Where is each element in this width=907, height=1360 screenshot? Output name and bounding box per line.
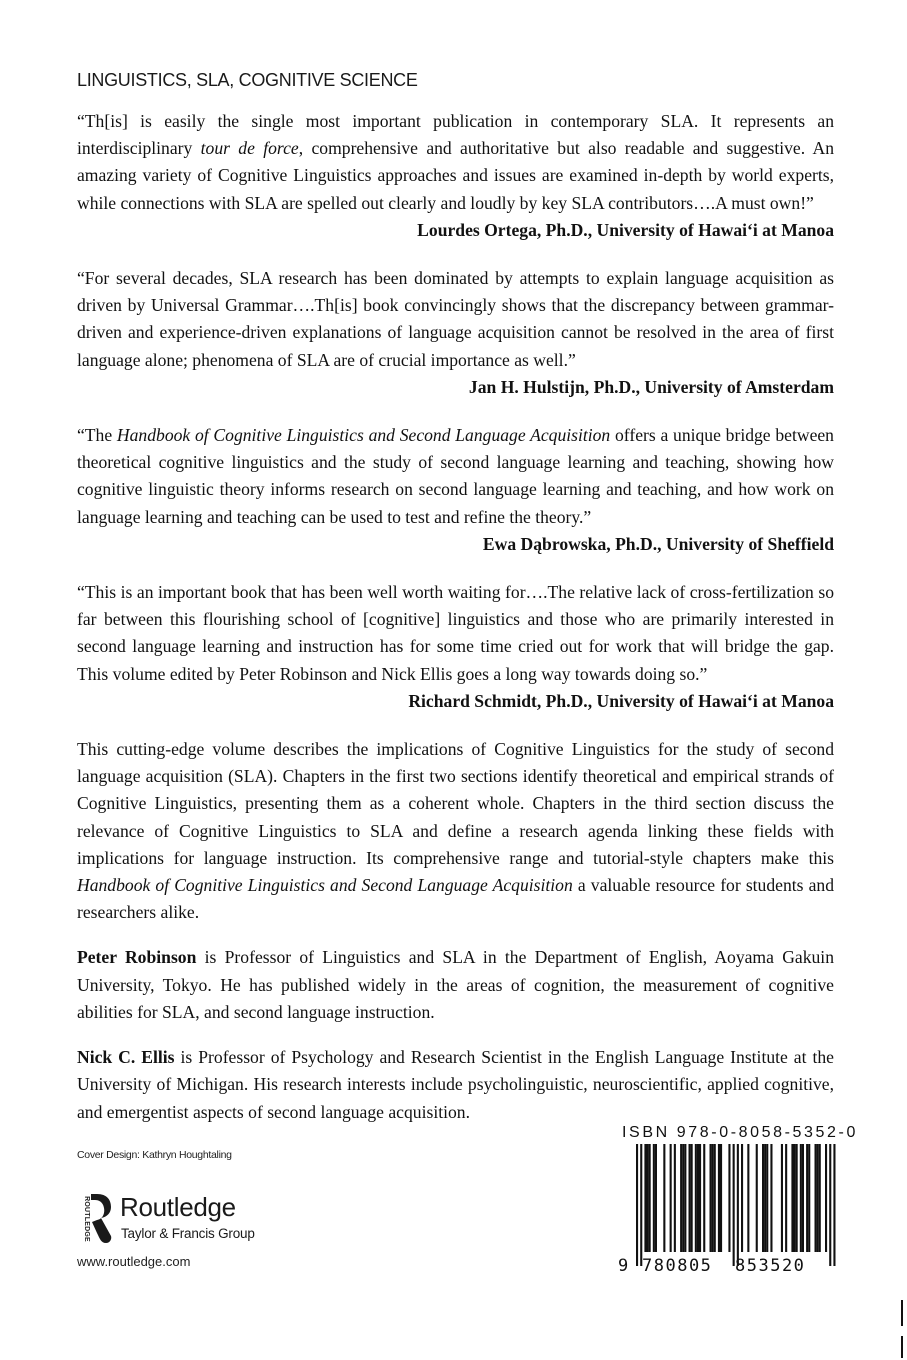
italic-text: Handbook of Cognitive Linguistics and Second Language Acquisition: [77, 875, 573, 896]
book-description: [77, 736, 834, 926]
editor-bio-text: is Professor of Psychology and Research Scientist in the English Language Institute at the University of Michigan. His research interests include psycholinguistic, neuroscientific, applied cognitive, and emergentist aspects of second language acquisition.: [77, 1047, 834, 1122]
edge-mark: [901, 1336, 903, 1358]
publisher-logo: [72, 1190, 292, 1250]
publisher-name: Routledge: [120, 1192, 236, 1222]
barcode-bar: [636, 1144, 638, 1266]
category-heading: LINGUISTICS, SLA, COGNITIVE SCIENCE: [77, 70, 418, 90]
publisher-vertical-text: ROUTLEDGE: [83, 1196, 90, 1242]
barcode-bar: [663, 1144, 665, 1252]
barcode-bar: [794, 1144, 796, 1252]
barcode-bar: [762, 1144, 764, 1252]
barcode-bar: [796, 1144, 798, 1252]
barcode-bar: [674, 1144, 676, 1252]
barcode-bar: [737, 1144, 739, 1266]
barcode-bar: [703, 1144, 705, 1252]
barcode-bar: [655, 1144, 657, 1252]
barcode-bar: [710, 1144, 712, 1252]
barcode-bar: [829, 1144, 831, 1266]
barcode-bar: [766, 1144, 768, 1252]
text-run: offers a unique bridge between theoretical cognitive linguistics and the study of second language learning and teaching, showing how cognitive linguistic theory informs research on second language learning and teaching, and how work on language learning and teaching can be used to test and refine the theory.”: [77, 425, 834, 527]
barcode-bar: [817, 1144, 819, 1252]
routledge-mark-icon: [88, 1192, 114, 1246]
barcode-bar: [699, 1144, 701, 1252]
endorsements: [77, 108, 834, 715]
text-run: , comprehensive and authoritative but also readable and suggestive. An amazing variety of Cognitive Linguistics approaches and issues are examined in-depth by world experts, while connections with SLA are spelled out clearly and loudly by key SLA contributors….A must own!”: [77, 138, 834, 213]
barcode-bar: [714, 1144, 716, 1252]
barcode-bar: [741, 1144, 743, 1252]
barcode-bar: [733, 1144, 735, 1266]
editor-bio: [77, 1044, 834, 1126]
italic-text: tour de force: [200, 138, 299, 159]
barcode-bar: [802, 1144, 804, 1252]
barcode-bar: [695, 1144, 697, 1252]
editor-bio: [77, 944, 834, 1026]
barcode-bar: [728, 1144, 730, 1252]
endorsement-quote: [77, 422, 834, 558]
editor-bios: [77, 944, 834, 1125]
barcode: [618, 1144, 842, 1274]
quote-attribution: Lourdes Ortega, Ph.D., University of Hawai‘i at Manoa: [417, 219, 834, 240]
barcode-left-digits: 780805: [642, 1256, 713, 1274]
endorsement-quote: [77, 265, 834, 401]
barcode-bar: [670, 1144, 672, 1252]
barcode-bar: [640, 1144, 642, 1266]
text-run: “This is an important book that has been well worth waiting for….The relative lack of cross-fertilization so far between this flourishing school of [cognitive] linguistics and those who are primarily interested in second language learning and instruction has for some time cried out for work that will bridge the gap. This volume edited by Peter Robinson and Nick Ellis goes a long way towards doing so.”: [77, 582, 834, 684]
barcode-bar: [815, 1144, 817, 1252]
barcode-bar: [808, 1144, 810, 1252]
barcode-lead-digit: 9: [618, 1256, 629, 1274]
barcode-bar: [747, 1144, 749, 1252]
barcode-bar: [718, 1144, 720, 1252]
barcode-graphic: [618, 1144, 842, 1274]
text-run: “For several decades, SLA research has been dominated by attempts to explain language acquisition as driven by Universal Grammar….Th[is] book convincingly shows that the discrepancy between grammar-driven and experience-driven explanations of language acquisition cannot be resolved in the area of first language alone; phenomena of SLA are of crucial importance as well.”: [77, 268, 834, 370]
barcode-bar: [764, 1144, 766, 1252]
publisher-website[interactable]: www.routledge.com: [77, 1254, 191, 1269]
barcode-bar: [653, 1144, 655, 1252]
barcode-bar: [800, 1144, 802, 1252]
text-run: “Th[is] is easily the single most important publication in contemporary SLA. It represents an interdisciplinary: [77, 111, 834, 159]
barcode-bar: [680, 1144, 682, 1252]
barcode-bar: [697, 1144, 699, 1252]
barcode-bar: [756, 1144, 758, 1252]
quote-attribution: Richard Schmidt, Ph.D., University of Hawai‘i at Manoa: [408, 690, 834, 711]
endorsement-quote: [77, 108, 834, 244]
italic-text: Handbook of Cognitive Linguistics and Second Language Acquisition: [116, 425, 611, 446]
barcode-bar: [682, 1144, 684, 1252]
editor-name: Peter Robinson: [77, 947, 197, 968]
text-run: a valuable resource for students and researchers alike.: [77, 875, 835, 923]
barcode-bar: [819, 1144, 821, 1252]
barcode-bar: [825, 1144, 827, 1252]
barcode-bar: [770, 1144, 772, 1252]
barcode-bar: [720, 1144, 722, 1252]
barcode-bar: [806, 1144, 808, 1252]
cover-text: [77, 108, 834, 1144]
quote-text: [77, 422, 834, 531]
isbn-label: ISBN 978-0-8058-5352-0: [622, 1124, 858, 1141]
quote-attribution: Ewa Dąbrowska, Ph.D., University of Sheffield: [482, 533, 834, 554]
barcode-bar: [712, 1144, 714, 1252]
editor-name: Nick C. Ellis: [77, 1047, 175, 1068]
barcode-bar: [644, 1144, 646, 1252]
barcode-bar: [781, 1144, 783, 1252]
quote-text: [77, 108, 834, 217]
text-run: This cutting-edge volume describes the implications of Cognitive Linguistics for the study of second language acquisition (SLA). Chapters in the first two sections identify theoretical and empirical strands of Cognitive Linguistics, presenting them as a coherent whole. Chapters in the third section discuss the relevance of Cognitive Linguistics to SLA and define a research agenda linking these fields with implications for language instruction. Its comprehensive range and tutorial-style chapters make this: [77, 739, 834, 868]
endorsement-quote: [77, 579, 834, 715]
quote-attribution: Jan H. Hulstijn, Ph.D., University of Amsterdam: [468, 376, 834, 397]
edge-mark: [901, 1300, 903, 1326]
editor-bio-text: is Professor of Linguistics and SLA in the Department of English, Aoyama Gakuin University, Tokyo. He has published widely in the areas of cognition, the measurement of cognitive abilities for SLA, and second language instruction.: [77, 947, 834, 1022]
cover-design-credit: Cover Design: Kathryn Houghtaling: [77, 1149, 232, 1161]
text-run: “The: [77, 425, 117, 446]
barcode-bar: [684, 1144, 686, 1252]
quote-text: [77, 265, 834, 374]
barcode-bar: [691, 1144, 693, 1252]
barcode-bar: [785, 1144, 787, 1252]
barcode-right-digits: 853520: [735, 1256, 806, 1274]
barcode-bar: [649, 1144, 651, 1252]
barcode-bar: [689, 1144, 691, 1252]
barcode-bar: [647, 1144, 649, 1252]
barcode-bar: [791, 1144, 793, 1252]
quote-text: [77, 579, 834, 688]
barcode-bar: [833, 1144, 835, 1266]
publisher-group: Taylor & Francis Group: [121, 1226, 255, 1241]
